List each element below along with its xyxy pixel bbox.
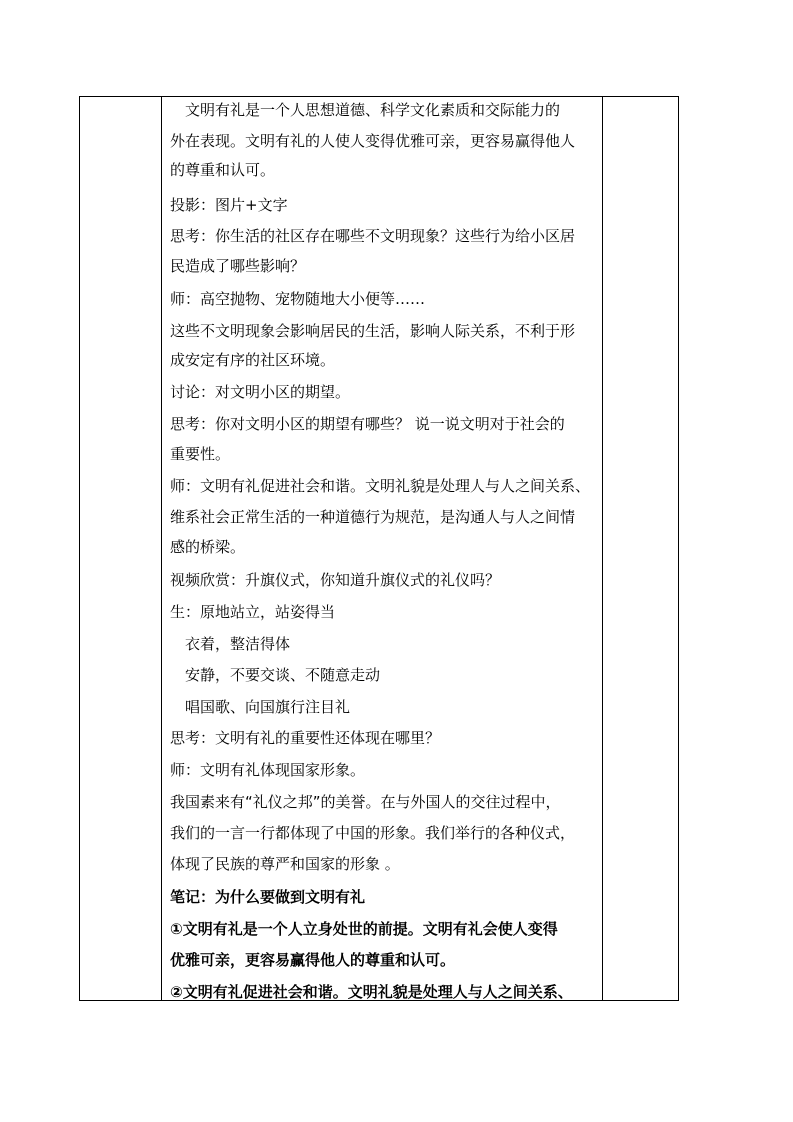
text-line: 我国素来有“礼仪之邦”的美誉。在与外国人的交往过程中， — [170, 793, 561, 811]
text-line: 民造成了哪些影响？ — [170, 257, 306, 275]
text-line: 思考：你生活的社区存在哪些不文明现象？这些行为给小区居 — [170, 227, 576, 245]
content-cell — [162, 97, 602, 1000]
text-line: 投影：图片+文字 — [170, 196, 288, 214]
left-column-cell — [80, 97, 162, 1000]
text-line: 重要性。 — [170, 445, 231, 463]
text-line: 衣着，整洁得体 — [170, 635, 291, 653]
text-line: 师：文明有礼体现国家形象。 — [170, 761, 366, 779]
text-line: 成安定有序的社区环境。 — [170, 351, 336, 369]
text-line: 唱国歌、向国旗行注目礼 — [170, 698, 351, 716]
text-line: 思考：文明有礼的重要性还体现在哪里？ — [170, 729, 441, 747]
text-line: 安静，不要交谈、不随意走动 — [170, 666, 381, 684]
text-line: 师：文明有礼促进社会和谐。文明礼貌是处理人与人之间关系、 — [170, 477, 591, 495]
text-line: 体现了民族的尊严和国家的形象 。 — [170, 855, 400, 873]
text-line: 感的桥梁。 — [170, 538, 246, 556]
text-line: 优雅可亲，更容易赢得他人的尊重和认可。 — [170, 951, 456, 969]
text-line: 外在表现。文明有礼的人使人变得优雅可亲，更容易赢得他人 — [170, 132, 576, 150]
text-line: 师：高空抛物、宠物随地大小便等…… — [170, 290, 426, 308]
text-line: 的尊重和认可。 — [170, 161, 276, 179]
text-line: 思考：你对文明小区的期望有哪些？ 说一说文明对于社会的 — [170, 415, 565, 433]
text-line: ②文明有礼促进社会和谐。文明礼貌是处理人与人之间关系、 — [170, 983, 573, 1000]
text-line: ①文明有礼是一个人立身处世的前提。文明有礼会使人变得 — [170, 920, 558, 938]
text-line: 笔记：为什么要做到文明有礼 — [170, 888, 366, 906]
text-line: 维系社会正常生活的一种道德行为规范，是沟通人与人之间情 — [170, 508, 576, 526]
text-line: 生：原地站立，站姿得当 — [170, 603, 336, 621]
text-line: 这些不文明现象会影响居民的生活，影响人际关系，不利于形 — [170, 322, 576, 340]
right-column-cell — [602, 97, 678, 1000]
text-line: 视频欣赏：升旗仪式，你知道升旗仪式的礼仪吗？ — [170, 571, 501, 589]
text-line: 我们的一言一行都体现了中国的形象。我们举行的各种仪式， — [170, 824, 576, 842]
text-line: 讨论：对文明小区的期望。 — [170, 383, 351, 401]
text-line: 文明有礼是一个人思想道德、科学文化素质和交际能力的 — [170, 101, 561, 119]
lesson-table — [79, 96, 679, 1001]
